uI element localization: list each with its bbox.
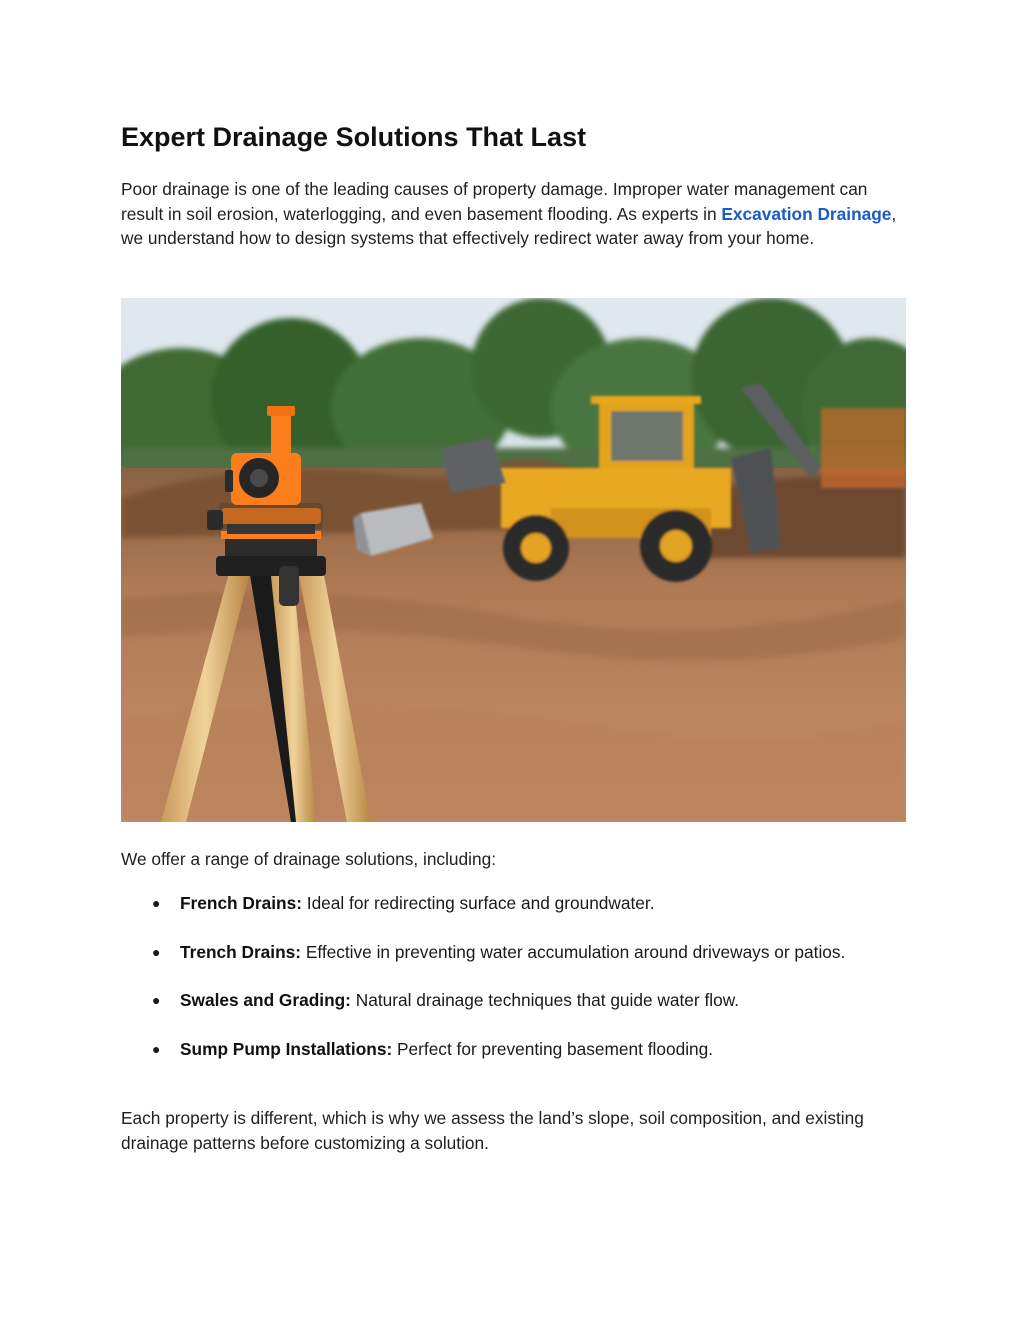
page-title: Expert Drainage Solutions That Last xyxy=(121,122,587,152)
solution-description: Ideal for redirecting surface and groundwater. xyxy=(301,893,655,913)
solution-description: Effective in preventing water accumulation around driveways or patios. xyxy=(301,941,846,962)
bullet-icon: ● xyxy=(152,992,161,1009)
closing-paragraph: Each property is different, which is why we assess the land’s slope, soil composition, and existing drainage patterns before customizing a solution. xyxy=(121,1108,864,1153)
solution-description: Perfect for preventing basement flooding. xyxy=(392,1039,714,1060)
list-item xyxy=(121,1037,906,1061)
intro-text-start: Poor drainage is one of the leading causes of property damage. Improper water management can result in soil erosion, waterlogging, and even basement flooding. As experts in xyxy=(121,179,868,224)
solution-term: Swales and Grading: xyxy=(180,990,351,1011)
bullet-icon: ● xyxy=(152,1041,161,1058)
solution-term: Trench Drains: xyxy=(180,941,302,962)
solution-description: Natural drainage techniques that guide water flow. xyxy=(350,990,740,1011)
excavation-drainage-link[interactable]: Excavation Drainage xyxy=(721,203,892,224)
intro-text-end: , we understand how to design systems that effectively redirect water away from your home. xyxy=(121,203,897,249)
hero-image-construction-site xyxy=(121,298,906,822)
list-item xyxy=(121,988,906,1012)
solutions-intro: We offer a range of drainage solutions, including: xyxy=(121,849,496,869)
list-item xyxy=(121,891,906,915)
bullet-icon: ● xyxy=(152,943,161,960)
bullet-icon: ● xyxy=(152,895,161,911)
solution-term: French Drains: xyxy=(180,893,302,913)
solutions-list xyxy=(121,891,906,1086)
intro-paragraph xyxy=(121,177,906,251)
solution-term: Sump Pump Installations: xyxy=(180,1039,393,1060)
list-item xyxy=(121,940,906,964)
